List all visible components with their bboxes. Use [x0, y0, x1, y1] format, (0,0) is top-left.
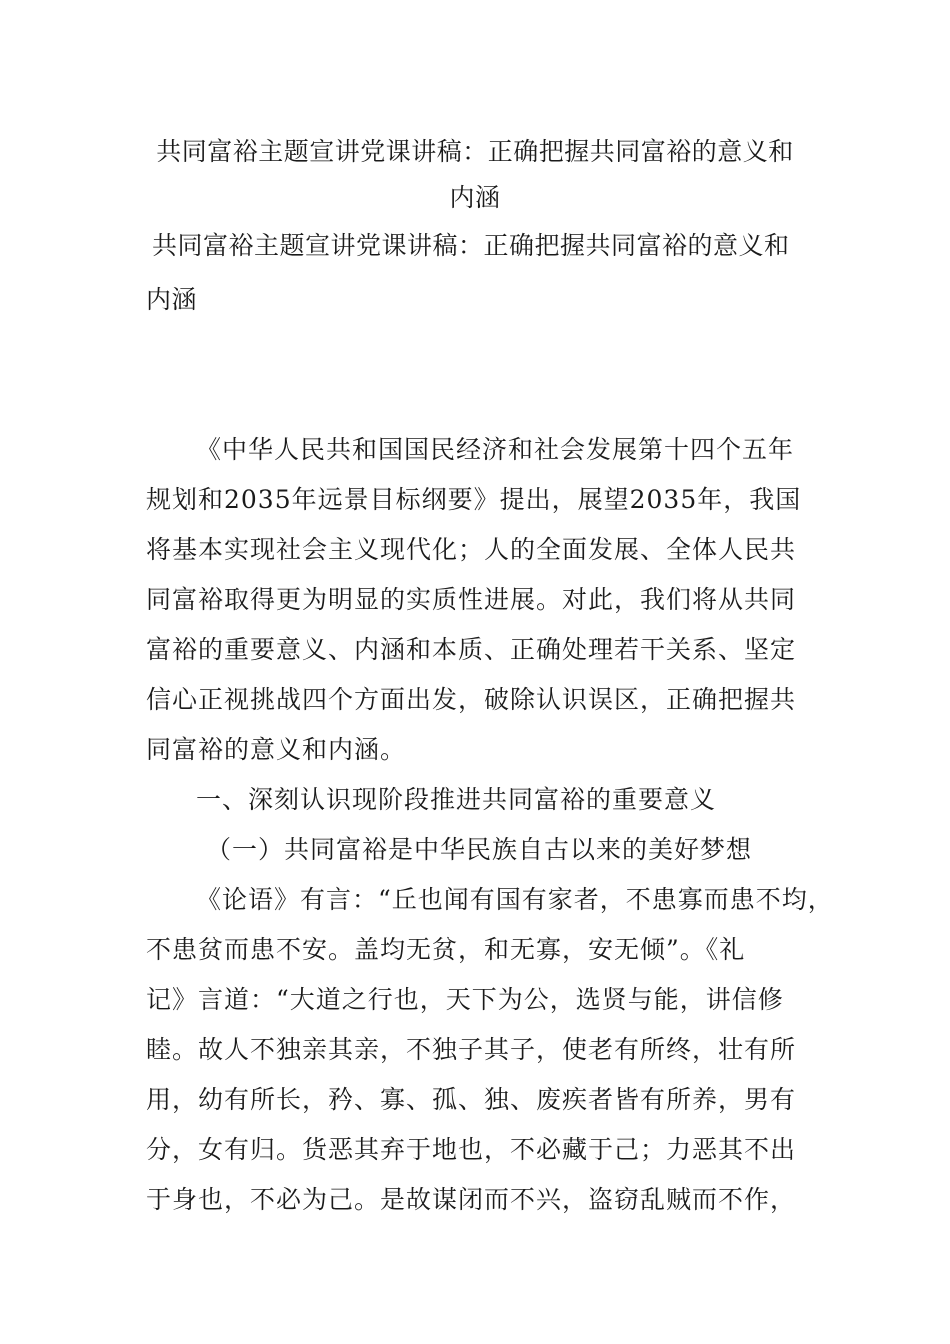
- paragraph-line: 信心正视挑战四个方面出发，破除认识误区，正确把握共: [146, 685, 797, 714]
- document-subtitle-line-1: 共同富裕主题宣讲党课讲稿：正确把握共同富裕的意义和: [152, 231, 790, 260]
- document-title-line-1: 共同富裕主题宣讲党课讲稿：正确把握共同富裕的意义和: [156, 137, 794, 166]
- document-title-line-2: 内涵: [449, 183, 501, 212]
- intro-paragraph: [146, 425, 834, 1225]
- quote-line: 用，幼有所长，矜、寡、孤、独、废疾者皆有所养，男有: [146, 1085, 797, 1114]
- quote-line: 记》言道：“大道之行也，天下为公，选贤与能，讲信修: [146, 985, 784, 1014]
- paragraph-line: 同富裕的意义和内涵。: [146, 735, 407, 764]
- paragraph-line: 《中华人民共和国国民经济和社会发展第十四个五年: [196, 435, 795, 464]
- section-heading-2: （一）共同富裕是中华民族自古以来的美好梦想: [206, 835, 753, 864]
- quote-line: 于身也，不必为己。是故谋闭而不兴，盗窃乱贼而不作，: [146, 1185, 797, 1214]
- paragraph-line: 富裕的重要意义、内涵和本质、正确处理若干关系、坚定: [146, 635, 797, 664]
- quote-line: 分，女有归。货恶其弃于地也，不必藏于己；力恶其不出: [146, 1135, 797, 1164]
- section-heading-1: 一、深刻认识现阶段推进共同富裕的重要意义: [196, 785, 717, 814]
- paragraph-line: 将基本实现社会主义现代化；人的全面发展、全体人民共: [146, 535, 797, 564]
- paragraph-line: 规划和2035年远景目标纲要》提出，展望2035年，我国: [146, 485, 802, 514]
- quote-line: 睦。故人不独亲其亲，不独子其子，使老有所终，壮有所: [146, 1035, 797, 1064]
- quote-line: 不患贫而患不安。盖均无贫，和无寡，安无倾”。《礼: [146, 935, 746, 964]
- paragraph-line: 同富裕取得更为明显的实质性进展。对此，我们将从共同: [146, 585, 797, 614]
- quote-line: 《论语》有言：“丘也闻有国有家者，不患寡而患不均，: [196, 885, 834, 914]
- document-subtitle-line-2: 内涵: [146, 285, 198, 314]
